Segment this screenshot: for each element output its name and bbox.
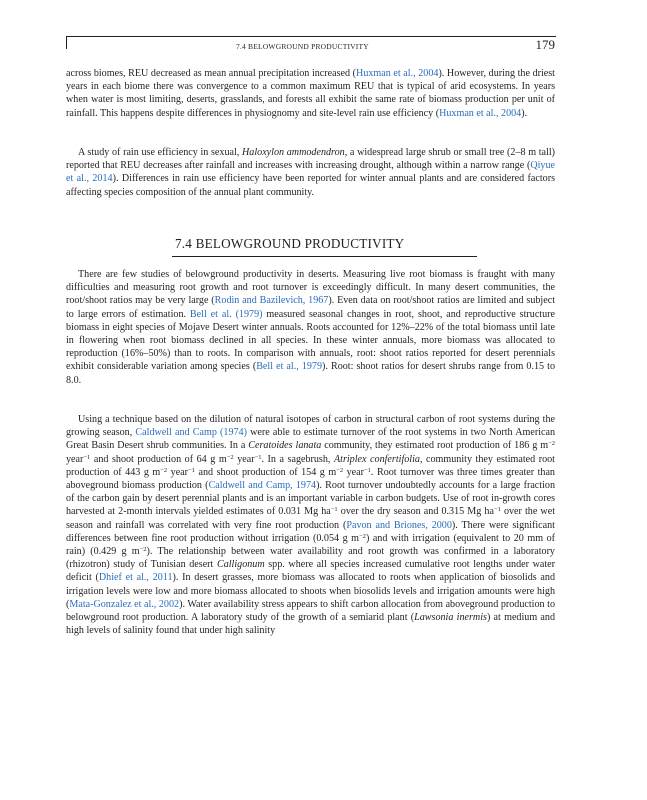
- species-name: Ceratoides lanata: [248, 440, 322, 452]
- citation-link[interactable]: Mata-Gonzalez et al., 2002: [69, 598, 180, 610]
- species-name: Haloxylon ammodendron: [242, 147, 345, 158]
- page-number: 179: [535, 37, 555, 52]
- citation-link[interactable]: Huxman et al., 2004: [356, 68, 439, 79]
- citation-link[interactable]: Dhief et al., 2011: [98, 572, 173, 584]
- citation-link[interactable]: Huxman et al., 2004: [439, 107, 522, 119]
- paragraph-root-turnover: Using a technique based on the dilution of natural isotopes of carbon in structural carbon of root systems during the growing season, Caldwell and Camp (1974) were able to estimate turnover of the root systems in two North American Great Basin Desert shrub communities. In a Ceratoides lanata community, they estimated root production of 186 g $m^{-2}$ year$^{-1}$ and shoot production of 64 g $m^{-2}$ year$^{-1}$. In a sagebrush, Atriplex confertifolia, community they estimated root production of 443 g $m^{-2}$ year$^{-1}$ and shoot production of 154 g $m^{-2}$ year$^{-1}$. Root turnover was three times greater than aboveground biomass production (Caldwell and Camp, 1974). Root turnover undoubtedly accounts for a large fraction of the carbon gain by desert perennial plants and is an important variable in carbon budgets. Use of root in-growth cores harvested at 2-month intervals yielded estimates of 0.031 Mg $ha^{-1}$ over the dry season and 0.315 Mg $ha^{-1}$ over the wet season and rainfall was correlated with very fine root production (Pavon and Briones, 2000). There were significant differences between fine root production without irrigation (0.054 g $m^{-2}$) and with irrigation (equivalent to 20 mm of rain) (0.429 g $m^{-2}$). The relationship between water availability and root growth was confirmed in a laboratory (rhizotron) study of Tunisian desert Calligonum spp. where all species increased cumulative root lengths under water deficit (Dhief et al., 2011). In desert grasses, more biomass was allocated to roots when application of biosolids and irrigation levels were low and more biomass allocated to shoots when biosolids levels and irrigation amounts were high (Mata-Gonzalez et al., 2002). Water availability stress appears to shift carbon allocation from aboveground production to belowground root production. A laboratory study of the growth of a semiarid plant (Lawsonia inermis) at medium and high levels of salinity found that under high salinity: [66, 414, 556, 637]
- running-head: 7.4 BELOWGROUND PRODUCTIVITY: [236, 42, 369, 51]
- citation-link[interactable]: Rodin and Bazilevich, 1967: [214, 295, 329, 307]
- citation-link[interactable]: Caldwell and Camp, 1974: [208, 480, 317, 492]
- citation-link[interactable]: Bell et al., 1979: [256, 361, 323, 373]
- species-name: Lawsonia inermis: [414, 612, 487, 624]
- citation-link[interactable]: Qiyue et al., 2014: [66, 160, 555, 185]
- section-heading: 7.4 BELOWGROUND PRODUCTIVITY: [175, 236, 405, 251]
- citation-link[interactable]: Pavon and Briones, 2000: [346, 519, 452, 531]
- paragraph-belowground-intro: There are few studies of belowground productivity in deserts. Measuring live root biomass is fraught with many difficulties and measuring root growth and root turnover is exceedingly difficult. In many desert communities, the root/shoot ratios may be very large (Rodin and Bazilevich, 1967). Even data on root/shoot ratios are limited and subject to large errors of estimation. Bell et al. (1979) measured seasonal changes in root, shoot, and reproductive structure biomass in eight species of Mojave Desert winter annuals. Roots accounted for 12%–22% of the total biomass until late in flowering when root biomass declined in all species. In these winter annuals, more biomass was allocated to reproduction (16%–50%) than to roots. In comparison with annuals, root: shoot ratios reported for desert perennials exhibit considerable variation among species (Bell et al., 1979). Root: shoot ratios for desert shrubs range from 0.15 to 8.0.: [66, 269, 556, 386]
- paragraph-rain-use-biomes: across biomes, REU decreased as mean annual precipitation increased (Huxman et al., 2004). However, during the driest years in each biome there was convergence to a common maximum REU that is typical of arid ecosystems. In years when water is most limiting, deserts, grasslands, and forests all exhibit the same rate of biomass production per unit of rainfall. This happens despite differences in physiognomy and site-level rain use efficiency (Huxman et al., 2004).: [66, 68, 555, 119]
- section-heading-rule: [172, 256, 477, 257]
- species-name: Atriplex confertifolia: [333, 453, 420, 465]
- paragraph-haloxylon: A study of rain use efficiency in sexual, Haloxylon ammodendron, a widespread large shrub or small tree (2–8 m tall) reported that REU decreases after rainfall and increases with increasing drought, although within a narrow range (Qiyue et al., 2014). Differences in rain use efficiency have been reported for winter annual plants and are considered factors affecting species composition of the annual plant community.: [66, 147, 555, 198]
- citation-link[interactable]: Caldwell and Camp (1974): [135, 427, 247, 439]
- species-name: Calligonum: [216, 559, 265, 571]
- citation-link[interactable]: Bell et al. (1979): [189, 308, 263, 320]
